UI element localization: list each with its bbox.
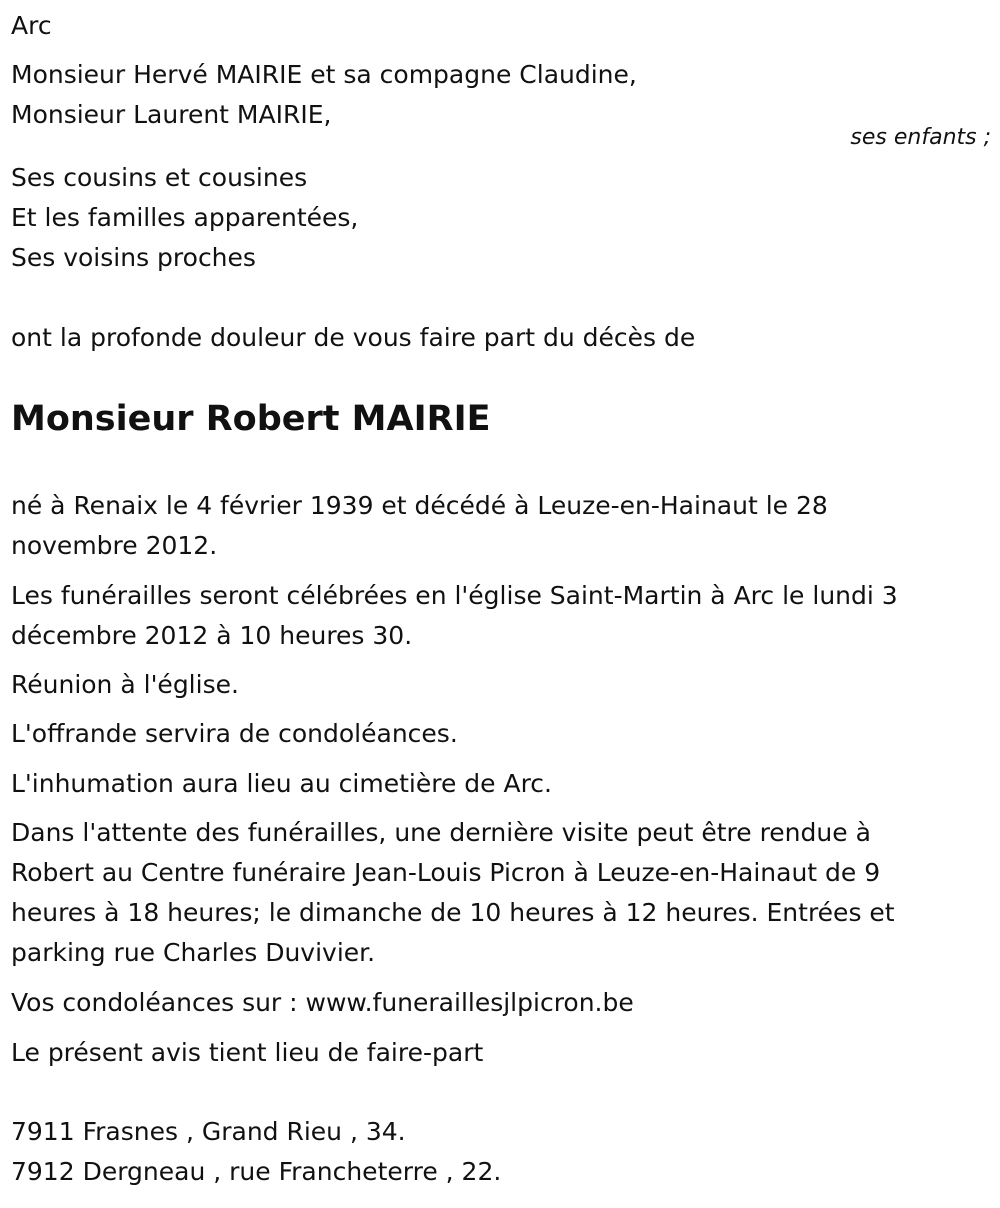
announcement-text: ont la profonde douleur de vous faire part du décès de bbox=[11, 323, 696, 352]
address-frasnes: 7911 Frasnes , Grand Rieu , 34. bbox=[11, 1117, 406, 1146]
address-dergneau: 7912 Dergneau , rue Francheterre , 22. bbox=[11, 1157, 502, 1186]
family-line-herve: Monsieur Hervé MAIRIE et sa compagne Claudine, bbox=[11, 60, 637, 89]
visit-line-4: parking rue Charles Duvivier. bbox=[11, 938, 376, 967]
visit-line-1: Dans l'attente des funérailles, une dernière visite peut être rendue à bbox=[11, 818, 871, 847]
place-heading: Arc bbox=[11, 11, 52, 40]
birth-death-line-2: novembre 2012. bbox=[11, 531, 218, 560]
offering-text: L'offrande servira de condoléances. bbox=[11, 719, 458, 748]
deceased-name: Monsieur Robert MAIRIE bbox=[11, 399, 491, 439]
family-line-cousins: Ses cousins et cousines bbox=[11, 163, 308, 192]
visit-line-3: heures à 18 heures; le dimanche de 10 heures à 12 heures. Entrées et bbox=[11, 898, 895, 927]
family-line-neighbours: Ses voisins proches bbox=[11, 243, 256, 272]
funeral-line-2: décembre 2012 à 10 heures 30. bbox=[11, 621, 413, 650]
funeral-line-1: Les funérailles seront célébrées en l'église Saint-Martin à Arc le lundi 3 bbox=[11, 581, 898, 610]
birth-death-line-1: né à Renaix le 4 février 1939 et décédé à Leuze-en-Hainaut le 28 bbox=[11, 491, 828, 520]
meeting-text: Réunion à l'église. bbox=[11, 670, 239, 699]
visit-line-2: Robert au Centre funéraire Jean-Louis Picron à Leuze-en-Hainaut de 9 bbox=[11, 858, 881, 887]
family-line-laurent: Monsieur Laurent MAIRIE, bbox=[11, 100, 332, 129]
notice-text: Le présent avis tient lieu de faire-part bbox=[11, 1038, 484, 1067]
family-line-relatives: Et les familles apparentées, bbox=[11, 203, 359, 232]
condolences-text: Vos condoléances sur : www.funeraillesjlpicron.be bbox=[11, 988, 634, 1017]
burial-text: L'inhumation aura lieu au cimetière de Arc. bbox=[11, 769, 553, 798]
children-role-label: ses enfants ; bbox=[850, 125, 991, 150]
